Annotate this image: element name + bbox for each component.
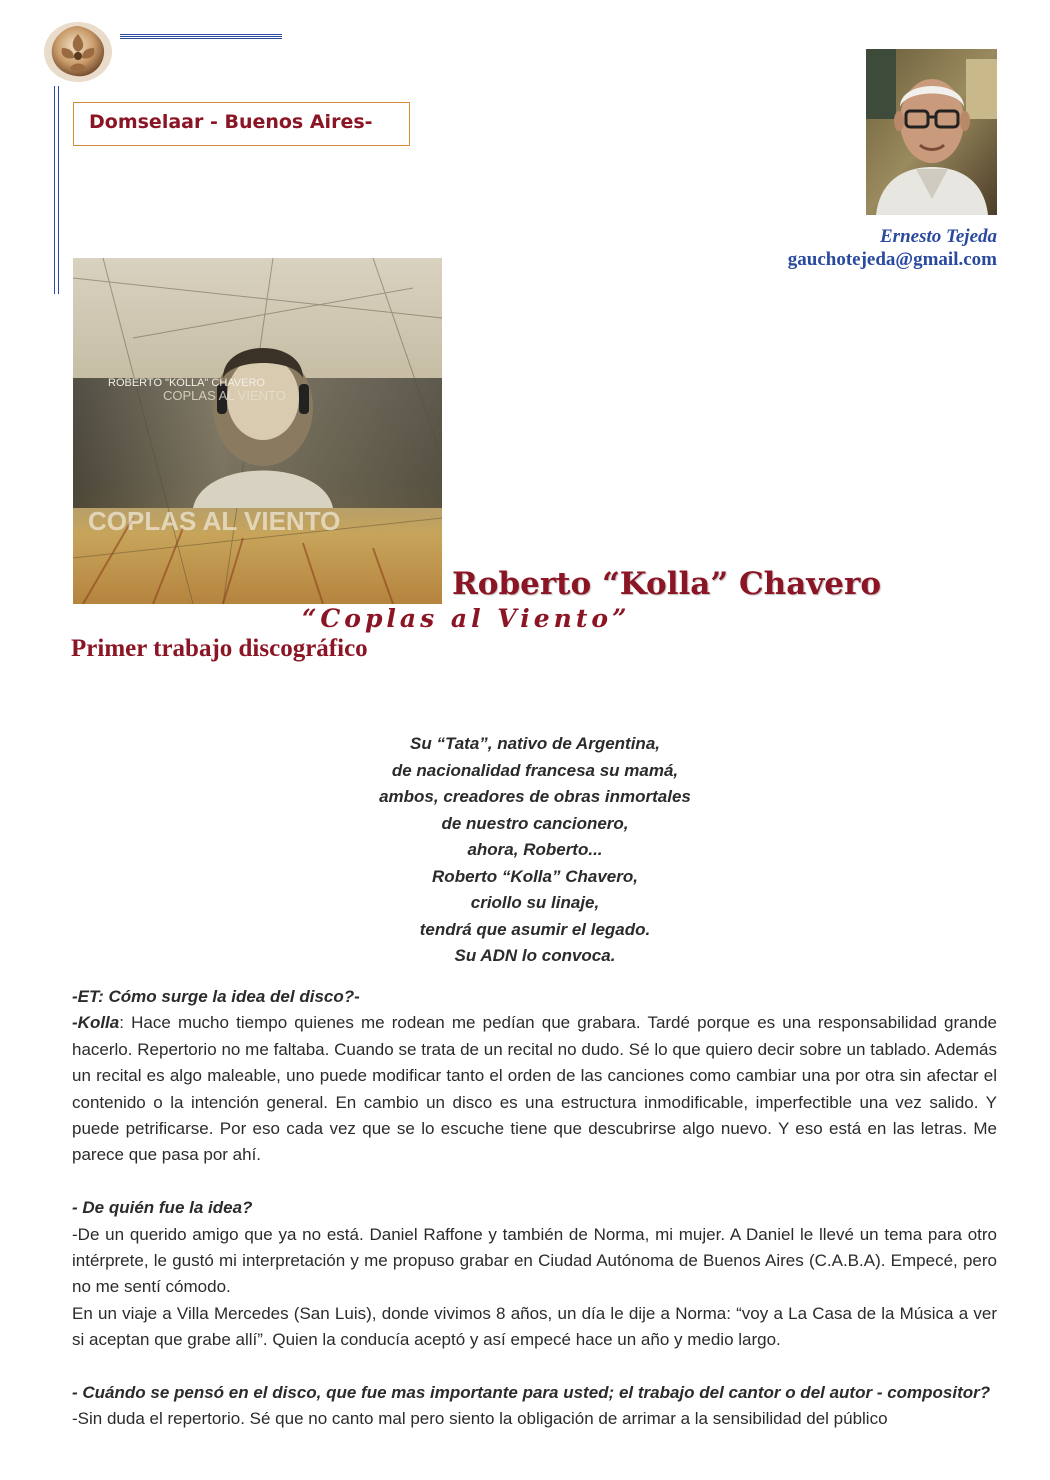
poem-line: tendrá que asumir el legado. (419, 919, 651, 939)
poem-line: Su “Tata”, nativo de Argentina, (410, 734, 660, 753)
article-body (72, 984, 997, 1433)
answer-2-paragraph-2: En un viaje a Villa Mercedes (San Luis), donde vivimos 8 años, un día le dije a Norma: “voy a La Casa de la Música a ver si aceptan que grabe allí”. Quien la conducía aceptó y así empecé hace un año y medio largo. (72, 1303, 997, 1350)
side-decorative-rule (54, 86, 59, 294)
question-3: - Cuándo se pensó en el disco, que fue mas importante para usted; el trabajo del cantor o del autor - compositor? (72, 1383, 991, 1403)
answer-1-speaker: -Kolla (72, 1013, 120, 1033)
answer-2-paragraph-1: -De un querido amigo que ya no está. Daniel Raffone y también de Norma, mi mujer. A Daniel le llevé un tema para otro intérprete, le gustó mi interpretación y me propuso grabar en Ciudad Autónoma de Buenos Aires (C.A.B.A). Empecé, pero no me sentí cómodo. (72, 1224, 997, 1297)
album-cover-image (73, 258, 442, 604)
cover-title-text: COPLAS AL VIENTO (163, 388, 286, 403)
location-label: Domselaar - Buenos Aires- (73, 102, 410, 146)
cover-big-title-text: COPLAS AL VIENTO (88, 506, 341, 536)
author-email-link[interactable]: gauchotejeda@gmail.com (787, 249, 997, 270)
answer-1-text: : Hace mucho tiempo quienes me rodean me pedían que grabara. Tardé porque es una responsabilidad grande hacerlo. Repertorio no me faltaba. Cuando se trata de un recital no dudo. Sé lo que quiero decir sobre un tablado. Además un recital es algo maleable, uno puede modificar tanto el orden de las canciones como cambiar una por otra sin afectar el contenido o la intención general. En cambio un disco es una estructura inmodificable, imperfectible una vez salido. Y puede petrificarse. Por eso cada vez que se lo escuche tiene que descubrirse algo nuevo. Y eso está en las letras. Me parece que pasa por ahí. (72, 1013, 997, 1165)
top-decorative-rule (120, 34, 282, 39)
poem-line: criollo su linaje, (470, 893, 600, 912)
article-headline: Roberto “Kolla” Chavero (452, 566, 882, 602)
cover-artist-text: ROBERTO "KOLLA" CHAVERO (108, 377, 265, 389)
poem-line: de nuestro cancionero, (441, 813, 629, 833)
author-photo (866, 49, 997, 215)
article-kicker: Primer trabajo discográfico (71, 635, 368, 662)
poem-line: Su ADN lo convoca. (454, 946, 616, 965)
poem-line: Roberto “Kolla” Chavero, (432, 866, 638, 886)
question-1: -ET: Cómo surge la idea del disco?- (72, 987, 360, 1006)
question-2: - De quién fue la idea? (72, 1198, 253, 1218)
article-subheadline: “Coplas al Viento” (302, 604, 631, 633)
poem-line: ambos, creadores de obras inmortales (379, 787, 691, 806)
poem-line: ahora, Roberto... (467, 840, 603, 859)
author-name: Ernesto Tejeda (880, 226, 997, 247)
poem-line: de nacionalidad francesa su mamá, (391, 760, 679, 780)
carved-flower-logo-icon (40, 18, 116, 84)
answer-3: -Sin duda el repertorio. Sé que no canto mal pero siento la obligación de arrimar a la sensibilidad del público (72, 1409, 888, 1429)
answer-1 (72, 1010, 997, 1168)
intro-poem (300, 731, 770, 970)
